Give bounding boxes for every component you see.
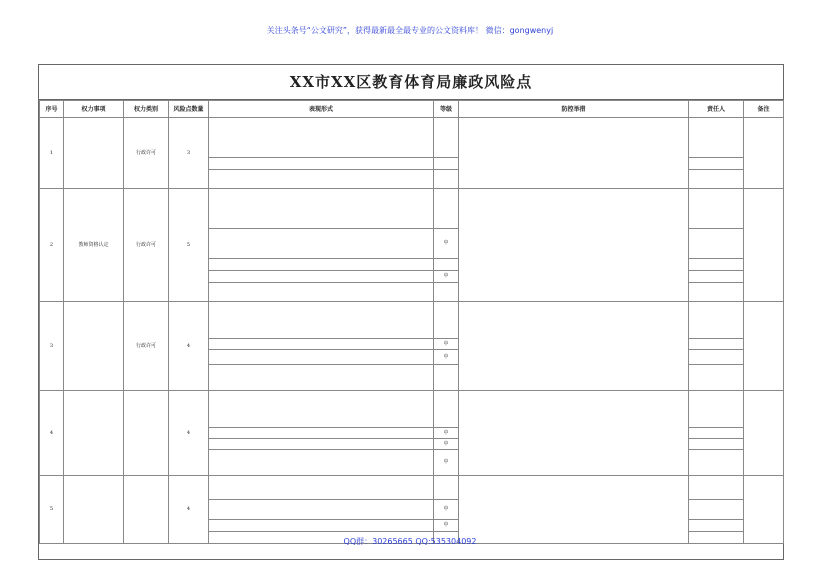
remarks-cell bbox=[744, 189, 784, 302]
responsible-person bbox=[689, 500, 744, 520]
power-category bbox=[124, 391, 169, 476]
responsible-person bbox=[689, 391, 744, 428]
risk-description bbox=[209, 259, 434, 271]
risk-level: 中 bbox=[434, 339, 459, 350]
power-category: 行政许可 bbox=[124, 189, 169, 302]
remarks-cell bbox=[744, 302, 784, 391]
col-header: 责任人 bbox=[689, 101, 744, 118]
responsible-person bbox=[689, 271, 744, 283]
risk-count: 3 bbox=[169, 118, 209, 189]
responsible-person bbox=[689, 428, 744, 439]
risk-description bbox=[209, 428, 434, 439]
risk-level bbox=[434, 476, 459, 500]
responsible-person bbox=[689, 158, 744, 170]
power-item bbox=[64, 391, 124, 476]
col-header: 防控举措 bbox=[459, 101, 689, 118]
responsible-person bbox=[689, 189, 744, 229]
responsible-person bbox=[689, 229, 744, 259]
responsible-person bbox=[689, 450, 744, 476]
risk-description bbox=[209, 439, 434, 450]
table-header-row bbox=[40, 101, 784, 118]
risk-description bbox=[209, 158, 434, 170]
remarks-cell bbox=[744, 391, 784, 476]
risk-description bbox=[209, 520, 434, 532]
risk-level bbox=[434, 118, 459, 158]
risk-description bbox=[209, 476, 434, 500]
responsible-person bbox=[689, 365, 744, 391]
power-category: 行政许可 bbox=[124, 118, 169, 189]
footer-note: QQ群：30265665 QQ:535304092 bbox=[343, 537, 477, 546]
risk-level bbox=[434, 391, 459, 428]
power-item bbox=[64, 118, 124, 189]
risk-table-sheet bbox=[38, 64, 784, 560]
risk-level bbox=[434, 158, 459, 170]
table-row bbox=[40, 302, 784, 339]
table-body bbox=[40, 118, 784, 544]
control-measures bbox=[459, 189, 689, 302]
risk-level bbox=[434, 283, 459, 302]
power-category bbox=[124, 476, 169, 544]
risk-description bbox=[209, 189, 434, 229]
col-header: 序号 bbox=[40, 101, 64, 118]
responsible-person bbox=[689, 339, 744, 350]
responsible-person bbox=[689, 259, 744, 271]
risk-level: 中 bbox=[434, 229, 459, 259]
risk-level bbox=[434, 302, 459, 339]
risk-level bbox=[434, 259, 459, 271]
risk-level bbox=[434, 365, 459, 391]
responsible-person bbox=[689, 118, 744, 158]
table-row bbox=[40, 391, 784, 428]
table-row bbox=[40, 118, 784, 158]
risk-count: 4 bbox=[169, 302, 209, 391]
row-number: 5 bbox=[40, 476, 64, 544]
risk-count: 4 bbox=[169, 476, 209, 544]
risk-description bbox=[209, 302, 434, 339]
risk-description bbox=[209, 391, 434, 428]
row-number: 3 bbox=[40, 302, 64, 391]
risk-level: 中 bbox=[434, 439, 459, 450]
risk-description bbox=[209, 170, 434, 189]
col-header: 权力事项 bbox=[64, 101, 124, 118]
risk-description bbox=[209, 229, 434, 259]
col-header: 风险点数量 bbox=[169, 101, 209, 118]
control-measures bbox=[459, 118, 689, 189]
risk-level: 中 bbox=[434, 350, 459, 365]
row-number: 1 bbox=[40, 118, 64, 189]
control-measures bbox=[459, 476, 689, 544]
remarks-cell bbox=[744, 118, 784, 189]
risk-level: 中 bbox=[434, 271, 459, 283]
responsible-person bbox=[689, 302, 744, 339]
risk-level: 中 bbox=[434, 500, 459, 520]
col-header: 等级 bbox=[434, 101, 459, 118]
responsible-person bbox=[689, 350, 744, 365]
risk-level bbox=[434, 189, 459, 229]
col-header: 备注 bbox=[744, 101, 784, 118]
risk-description bbox=[209, 450, 434, 476]
row-number: 4 bbox=[40, 391, 64, 476]
control-measures bbox=[459, 302, 689, 391]
col-header: 权力类别 bbox=[124, 101, 169, 118]
risk-description bbox=[209, 350, 434, 365]
risk-count: 5 bbox=[169, 189, 209, 302]
risk-description bbox=[209, 283, 434, 302]
risk-description bbox=[209, 365, 434, 391]
remarks-cell bbox=[744, 476, 784, 544]
risk-level: 中 bbox=[434, 520, 459, 532]
risk-level: 中 bbox=[434, 450, 459, 476]
power-item bbox=[64, 302, 124, 391]
control-measures bbox=[459, 391, 689, 476]
risk-description bbox=[209, 271, 434, 283]
power-item bbox=[64, 476, 124, 544]
responsible-person bbox=[689, 476, 744, 500]
risk-count: 4 bbox=[169, 391, 209, 476]
header-note: 关注头条号“公文研究”，获得最新最全最专业的公文资料库！ 微信：gongwenyj bbox=[266, 26, 554, 35]
risk-level: 中 bbox=[434, 428, 459, 439]
document-title: XX市XX区教育体育局廉政风险点 bbox=[39, 65, 783, 100]
row-number: 2 bbox=[40, 189, 64, 302]
risk-description bbox=[209, 339, 434, 350]
table-row bbox=[40, 189, 784, 229]
risk-level bbox=[434, 170, 459, 189]
risk-description bbox=[209, 500, 434, 520]
responsible-person bbox=[689, 520, 744, 532]
col-header: 表现形式 bbox=[209, 101, 434, 118]
power-category: 行政许可 bbox=[124, 302, 169, 391]
power-item: 教师资格认定 bbox=[64, 189, 124, 302]
table-row bbox=[40, 476, 784, 500]
responsible-person bbox=[689, 439, 744, 450]
risk-table bbox=[39, 100, 784, 544]
responsible-person bbox=[689, 170, 744, 189]
responsible-person bbox=[689, 283, 744, 302]
risk-description bbox=[209, 118, 434, 158]
